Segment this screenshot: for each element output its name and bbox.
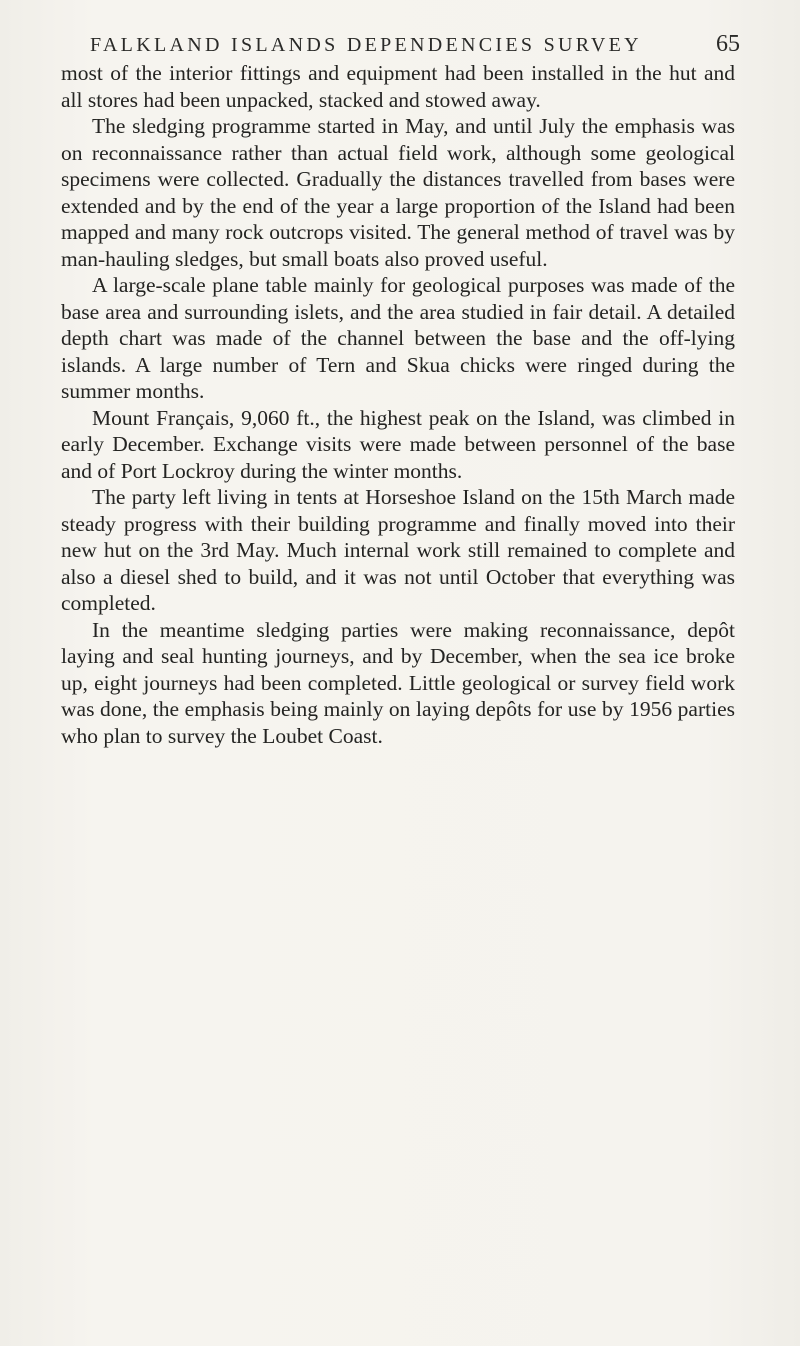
paragraph-sledging-parties: In the meantime sledging parties were making reconnaissance, depôt laying and seal hunting journeys, and by December, when the sea ice broke up, eight journeys had been completed. Little geological or survey field work was done, the emphasis being mainly on laying depôts for use by 1956 parties who plan to survey the Loubet Coast. [61, 617, 735, 748]
paragraph-horseshoe-island: The party left living in tents at Horseshoe Island on the 15th March made steady progress with their building programme and finally moved into their new hut on the 3rd May. Much internal work still remained to complete and also a diesel shed to build, and it was not until October that everything was completed. [61, 485, 735, 615]
paragraph-sledging-programme: The sledging programme started in May, and until July the emphasis was on reconnaissance rather than actual field work, although some geological specimens were collected. Gradually the distances travelled from bases were extended and by the end of the year a large proportion of the Island had been mapped and many rock outcrops visited. The general method of travel was by man-hauling sledges, but small boats also proved useful. [61, 114, 735, 271]
body-text [61, 60, 735, 749]
paragraph-continuation: most of the interior fittings and equipment had been installed in the hut and all stores had been unpacked, stacked and stowed away. [61, 61, 735, 112]
running-head: FALKLAND ISLANDS DEPENDENCIES SURVEY [90, 34, 642, 56]
paragraph-plane-table: A large-scale plane table mainly for geological purposes was made of the base area and surrounding islets, and the area studied in fair detail. A detailed depth chart was made of the channel between the base and the off-lying islands. A large number of Tern and Skua chicks were ringed during the summer months. [61, 273, 735, 403]
paragraph-mount-francais: Mount Français, 9,060 ft., the highest peak on the Island, was climbed in early December. Exchange visits were made between personnel of the base and of Port Lockroy during the winter months. [61, 405, 735, 483]
page-number: 65 [716, 31, 740, 57]
page-header [88, 32, 748, 62]
